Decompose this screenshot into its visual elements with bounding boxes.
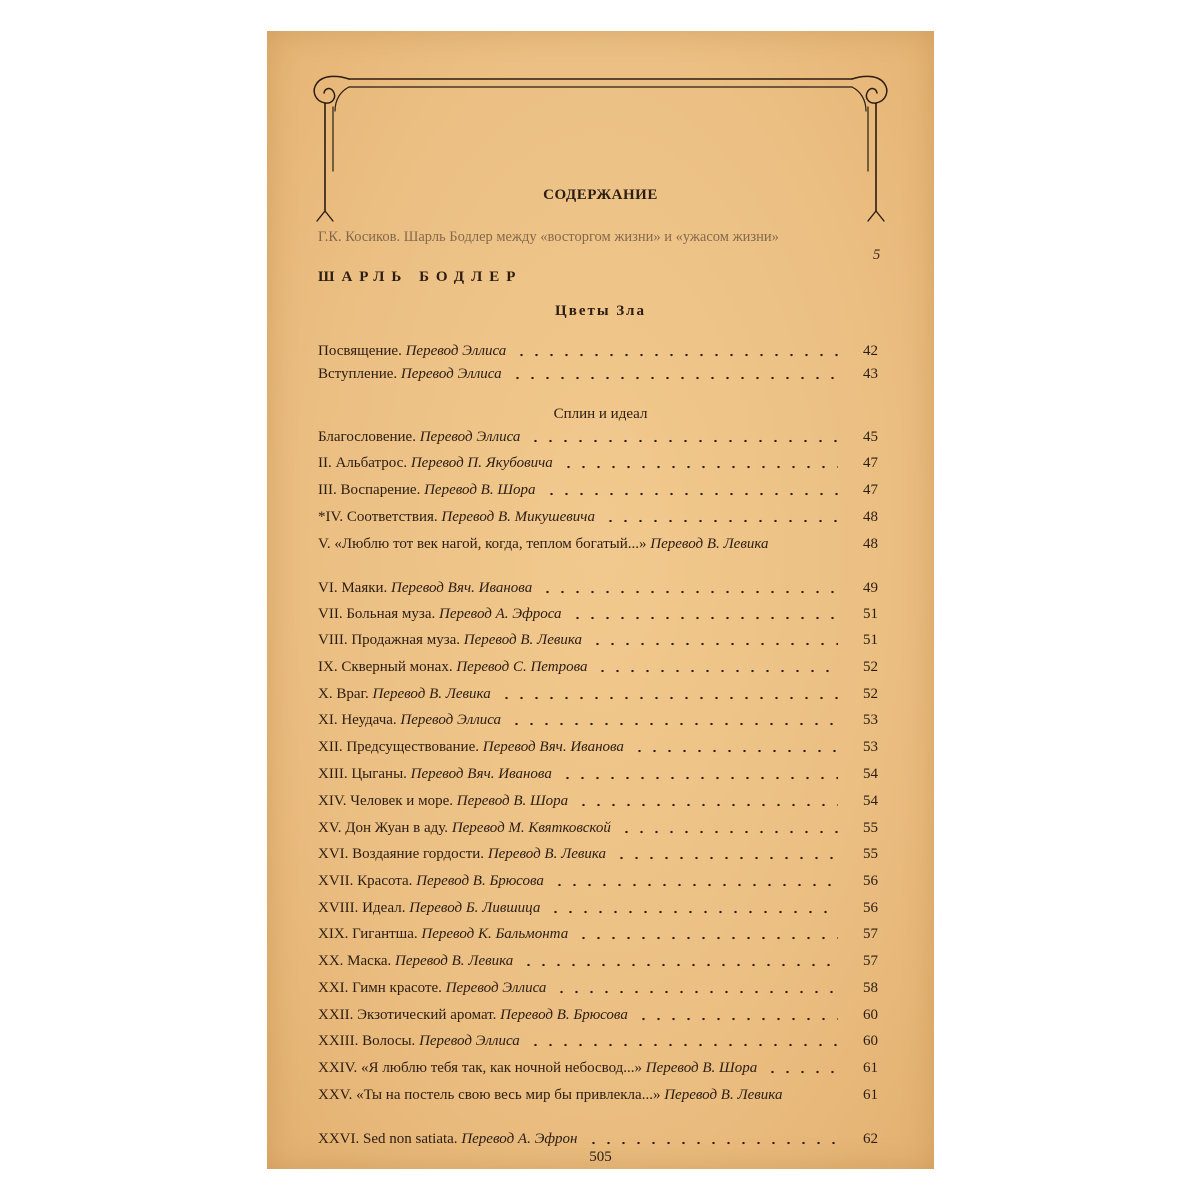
toc-entry-translator: Перевод В. Шора	[456, 793, 569, 809]
toc-entry-text	[318, 793, 568, 810]
dot-leader	[586, 1141, 839, 1145]
dot-leader	[576, 936, 838, 940]
toc-entry-title: VIII. Продажная муза.	[318, 632, 461, 648]
intro-entry: Г.К. Косиков. Шарль Бодлер между «восторгом жизни» и «ужасом жизни»	[318, 229, 779, 245]
toc-entry-title: XXVI. Sed non satiata.	[318, 1131, 458, 1147]
toc-entry-title: V. «Люблю тот век нагой, когда, теплом богатый...»	[318, 536, 647, 552]
toc-entry-text	[318, 1087, 846, 1104]
toc-entry-title: XVIII. Идеал.	[318, 900, 406, 916]
toc-entry-translator: Перевод Эллиса	[400, 712, 502, 728]
toc-entry	[318, 1060, 878, 1077]
toc-entry-translator: Перевод Эллиса	[419, 1033, 520, 1049]
toc-entry-page: 54	[863, 766, 878, 782]
toc-entry-title: XXI. Гимн красоте.	[318, 980, 442, 996]
dot-leader	[548, 910, 838, 914]
dot-leader	[636, 1017, 838, 1021]
toc-entry-translator: Перевод А. Эфрон	[461, 1131, 578, 1147]
toc-entry-page: 61	[863, 1087, 878, 1103]
toc-entry	[318, 739, 878, 756]
dot-leader	[765, 1070, 838, 1074]
toc-entry-text	[318, 686, 491, 703]
toc-entry-title: XIV. Человек и море.	[318, 793, 453, 809]
toc-entry-page: 62	[863, 1131, 878, 1147]
toc-entry-text	[318, 820, 611, 837]
toc-entry	[318, 1033, 878, 1050]
book-page	[267, 31, 934, 1169]
toc-entry-title: XXIII. Волосы.	[318, 1033, 416, 1049]
toc-entry-translator: Перевод В. Левика	[650, 536, 769, 552]
dot-leader	[514, 353, 838, 357]
toc-entry-title: XXII. Экзотический аромат.	[318, 1007, 497, 1023]
toc-entry-text	[318, 873, 544, 890]
toc-entry-title: XXV. «Ты на постель свою весь мир бы привлекла...»	[318, 1087, 661, 1103]
toc-entry	[318, 766, 878, 783]
dot-leader	[603, 519, 838, 523]
toc-entry-translator: Перевод В. Шора	[424, 482, 536, 498]
dot-leader	[619, 830, 838, 834]
subsection-heading: Сплин и идеал	[553, 406, 648, 422]
dot-leader	[544, 492, 839, 496]
toc-entry-page: 55	[863, 846, 878, 862]
toc-entry-page: 47	[863, 482, 878, 498]
toc-entry-translator: Перевод Эллиса	[400, 366, 502, 382]
toc-entry-page: 53	[863, 712, 878, 728]
toc-entry-title: XVI. Воздаяние гордости.	[318, 846, 485, 862]
page-number: 505	[589, 1149, 612, 1165]
toc-entry-title: *IV. Соответствия.	[318, 509, 438, 525]
toc-entry	[318, 953, 878, 970]
toc-entry	[318, 606, 878, 623]
toc-entry-text	[318, 606, 562, 623]
toc-entry-translator: Перевод Эллиса	[445, 980, 547, 996]
toc-entry-page: 48	[863, 509, 878, 525]
toc-entry	[318, 429, 878, 446]
toc-entry-text	[318, 580, 532, 597]
toc-entry-text	[318, 482, 536, 499]
dot-leader	[510, 376, 838, 380]
toc-entry-text	[318, 509, 595, 526]
toc-entry-title: Вступление.	[318, 366, 398, 382]
dot-leader	[552, 883, 838, 887]
dot-leader	[528, 439, 838, 443]
toc-entry	[318, 536, 878, 553]
toc-entry	[318, 900, 878, 917]
toc-entry-text	[318, 766, 552, 783]
toc-entry-title: III. Воспарение.	[318, 482, 421, 498]
toc-entry	[318, 712, 878, 729]
toc-entry	[318, 873, 878, 890]
toc-entry-translator: Перевод В. Шора	[645, 1060, 758, 1076]
toc-entry-text	[318, 343, 506, 360]
toc-entry-text	[318, 455, 553, 472]
toc-entry-title: XII. Предсуществование.	[318, 739, 479, 755]
toc-entry-page: 48	[863, 536, 878, 552]
toc-entry	[318, 686, 878, 703]
toc-entry-page: 43	[863, 366, 878, 382]
intro-entry-page: 5	[873, 247, 881, 263]
toc-entry	[318, 343, 878, 360]
toc-entry-text	[318, 846, 606, 863]
dot-leader	[595, 669, 838, 673]
toc-title: СОДЕРЖАНИЕ	[543, 187, 658, 203]
dot-leader	[554, 990, 838, 994]
toc-entry-translator: Перевод Б. Лившица	[409, 900, 541, 916]
toc-entry-translator: Перевод В. Левика	[487, 846, 607, 862]
toc-entry-text	[318, 926, 568, 943]
toc-entry-page: 49	[863, 580, 878, 596]
dot-leader	[570, 616, 839, 620]
toc-entry	[318, 793, 878, 810]
toc-entry-page: 54	[863, 793, 878, 809]
toc-entry-page: 56	[863, 873, 878, 889]
toc-entry-translator: Перевод Вяч. Иванова	[391, 580, 533, 596]
toc-entry-text	[318, 900, 540, 917]
toc-entry-page: 57	[863, 953, 878, 969]
toc-entry-text	[318, 1131, 578, 1148]
toc-entry-title: XV. Дон Жуан в аду.	[318, 820, 449, 836]
toc-entry-translator: Перевод К. Бальмонта	[421, 926, 569, 942]
toc-entry-title: XVII. Красота.	[318, 873, 413, 889]
toc-entry-page: 52	[863, 686, 878, 702]
toc-entry-title: Посвящение.	[318, 343, 402, 359]
toc-entry	[318, 980, 878, 997]
toc-entry	[318, 366, 878, 383]
dot-leader	[521, 963, 838, 967]
toc-entry-page: 51	[863, 632, 878, 648]
toc-entry-translator: Перевод В. Левика	[463, 632, 583, 648]
toc-entry-translator: Перевод Вяч. Иванова	[410, 766, 552, 782]
toc-entry-text	[318, 1060, 757, 1077]
toc-entry-text	[318, 659, 587, 676]
toc-entry	[318, 1131, 878, 1148]
toc-entry-text	[318, 366, 502, 383]
toc-entry-page: 53	[863, 739, 878, 755]
toc-entry-translator: Перевод В. Левика	[395, 953, 514, 969]
toc-entry-title: Благословение.	[318, 429, 416, 445]
toc-entry-page: 55	[863, 820, 878, 836]
toc-entry	[318, 926, 878, 943]
toc-entry	[318, 632, 878, 649]
dot-leader	[632, 749, 838, 753]
dot-leader	[561, 465, 838, 469]
section-heading: Цветы Зла	[555, 303, 646, 319]
toc-entry-title: XXIV. «Я люблю тебя так, как ночной небосвод...»	[318, 1060, 643, 1076]
toc-entry-title: II. Альбатрос.	[318, 455, 408, 471]
toc-entry-translator: Перевод П. Якубовича	[410, 455, 553, 471]
toc-entry-text	[318, 1007, 628, 1024]
toc-entry-title: IX. Скверный монах.	[318, 659, 453, 675]
toc-entry-translator: Перевод Эллиса	[419, 429, 521, 445]
toc-entry-text	[318, 429, 520, 446]
dot-leader	[509, 722, 838, 726]
toc-entry	[318, 1087, 878, 1104]
toc-entry-page: 42	[863, 343, 878, 359]
toc-entry-page: 60	[863, 1033, 878, 1049]
toc-entry-translator: Перевод А. Эфроса	[438, 606, 562, 622]
toc-entry	[318, 455, 878, 472]
dot-leader	[590, 642, 838, 646]
toc-entry-text	[318, 536, 846, 553]
toc-entry	[318, 580, 878, 597]
toc-entry	[318, 482, 878, 499]
toc-entry-translator: Перевод Вяч. Иванова	[482, 739, 624, 755]
toc-entry-page: 45	[863, 429, 878, 445]
toc-entry-page: 52	[863, 659, 878, 675]
toc-entry-text	[318, 632, 582, 649]
toc-entry-page: 47	[863, 455, 878, 471]
toc-entry-title: X. Враг.	[318, 686, 369, 702]
author-heading: ШАРЛЬ БОДЛЕР	[318, 269, 523, 285]
toc-entry-page: 56	[863, 900, 878, 916]
toc-entry-page: 57	[863, 926, 878, 942]
toc-entry-title: XIII. Цыганы.	[318, 766, 407, 782]
toc-entry-translator: Перевод С. Петрова	[456, 659, 588, 675]
toc-entry-text	[318, 953, 513, 970]
toc-entry-translator: Перевод В. Микушевича	[441, 509, 595, 525]
toc-entry-title: XX. Маска.	[318, 953, 392, 969]
toc-entry-translator: Перевод В. Левика	[372, 686, 491, 702]
toc-entry-page: 58	[863, 980, 878, 996]
toc-entry-translator: Перевод М. Квятковской	[451, 820, 611, 836]
toc-entry-translator: Перевод В. Брюсова	[416, 873, 544, 889]
toc-entry-text	[318, 980, 546, 997]
toc-entry-page: 60	[863, 1007, 878, 1023]
toc-entry-title: XI. Неудача.	[318, 712, 397, 728]
toc-entry-title: XIX. Гигантша.	[318, 926, 418, 942]
toc-entry	[318, 1007, 878, 1024]
dot-leader	[499, 696, 838, 700]
dot-leader	[614, 856, 838, 860]
toc-entry-translator: Перевод В. Брюсова	[500, 1007, 628, 1023]
dot-leader	[528, 1043, 838, 1047]
toc-entry	[318, 509, 878, 526]
toc-entry-text	[318, 1033, 520, 1050]
toc-entry-text	[318, 739, 624, 756]
toc-entry	[318, 659, 878, 676]
toc-entry-title: VI. Маяки.	[318, 580, 388, 596]
toc-entry-page: 61	[863, 1060, 878, 1076]
toc-entry-page: 51	[863, 606, 878, 622]
toc-entry-text	[318, 712, 501, 729]
dot-leader	[560, 776, 838, 780]
toc-entry	[318, 820, 878, 837]
dot-leader	[576, 803, 838, 807]
toc-entry	[318, 846, 878, 863]
toc-entry-translator: Перевод Эллиса	[405, 343, 507, 359]
toc-entry-translator: Перевод В. Левика	[664, 1087, 783, 1103]
toc-entry-title: VII. Больная муза.	[318, 606, 436, 622]
dot-leader	[540, 590, 838, 594]
